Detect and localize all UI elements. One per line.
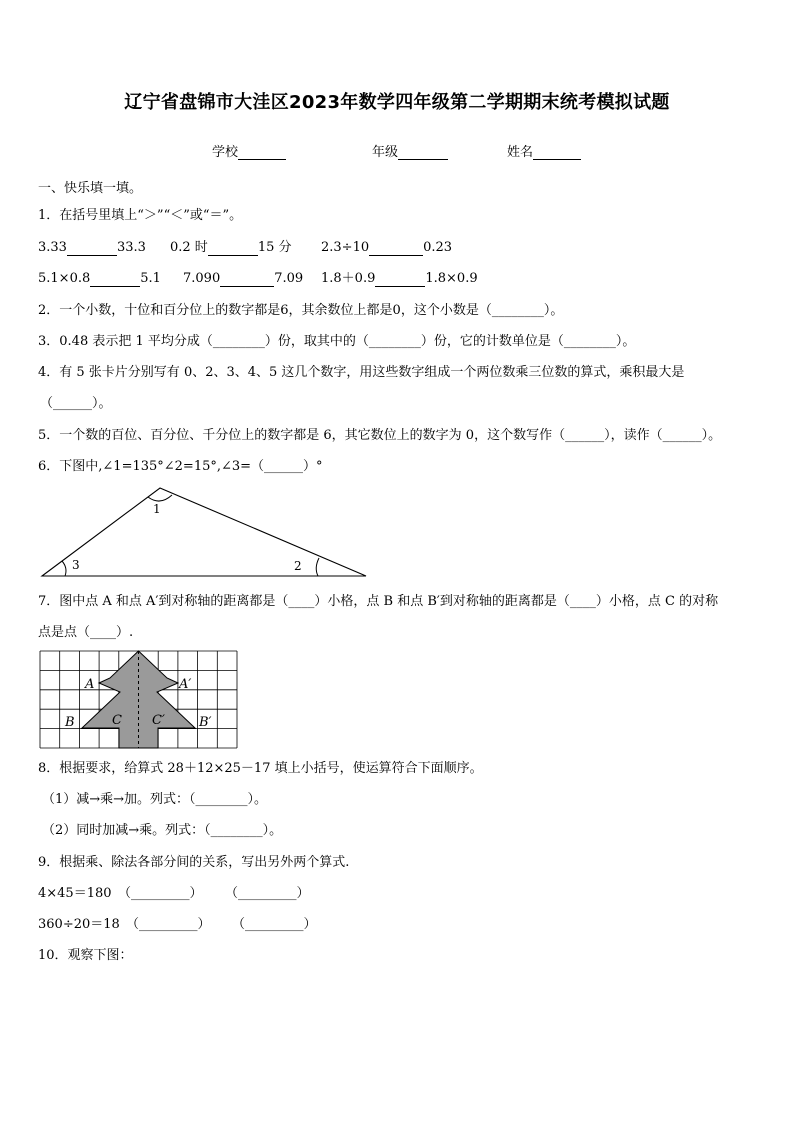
q9-blank-1[interactable]: （_________） (118, 886, 203, 901)
q1-r2-a (38, 271, 161, 287)
q1-r2-b (183, 271, 303, 287)
q1-blank[interactable] (220, 273, 274, 287)
question-8-part-1: （1）减→乘→加。列式：（________）。 (42, 792, 268, 807)
point-c-prime-label: C′ (152, 713, 165, 728)
point-a-prime-label: A′ (179, 677, 192, 692)
q1-blank[interactable] (67, 242, 117, 256)
q1-blank[interactable] (369, 242, 423, 256)
grade-field[interactable] (372, 141, 448, 160)
question-8-part-2: （2）同时加减→乘。列式：（________）。 (42, 823, 283, 838)
angle-1-label: 1 (153, 502, 161, 516)
point-b-label: B (65, 715, 75, 730)
triangle-figure (36, 482, 372, 582)
q1-r2-a-right: 5.1 (140, 271, 161, 286)
page-title: 辽宁省盘锦市大洼区2023年数学四年级第二学期期末统考模拟试题 (124, 92, 670, 113)
q1-r2-c (321, 271, 478, 287)
question-1: 1．在括号里填上“＞”“＜”或“＝”。 (38, 208, 243, 223)
q1-r1-c-right: 0.23 (423, 240, 453, 255)
q9-blank-4[interactable]: （_________） (232, 917, 317, 932)
grade-label: 年级 (372, 145, 399, 160)
q1-r1-a-right: 33.3 (116, 240, 146, 255)
q9-blank-2[interactable]: （_________） (225, 886, 310, 901)
point-b-prime-label: B′ (199, 715, 212, 730)
school-blank[interactable] (238, 145, 286, 160)
q1-blank[interactable] (375, 273, 425, 287)
angle-3-arc (62, 561, 66, 576)
school-field[interactable] (212, 141, 286, 160)
q1-r1-a (38, 240, 146, 256)
question-8: 8．根据要求，给算式 28＋12×25－17 填上小括号，使运算符合下面顺序。 (38, 761, 483, 776)
point-a-label: A (85, 677, 95, 692)
q9-equation-2: 360÷20＝18 (38, 917, 120, 932)
q1-blank[interactable] (90, 273, 140, 287)
q1-r2-c-left: 1.8＋0.9 (321, 271, 376, 286)
angle-1-arc (148, 495, 172, 501)
question-9: 9．根据乘、除法各部分间的关系，写出另外两个算式. (38, 855, 350, 870)
q1-r1-b-right: 15 分 (257, 240, 292, 255)
question-5: 5．一个数的百位、百分位、千分位上的数字都是 6，其它数位上的数字为 0，这个数写作（______），读作（______）。 (38, 428, 722, 443)
point-c-label: C (112, 713, 122, 728)
question-4-line-2: （______）。 (40, 396, 112, 411)
q1-r2-c-right: 1.8×0.9 (425, 271, 478, 286)
q1-r2-b-right: 7.09 (274, 271, 304, 286)
q1-r2-a-left: 5.1×0.8 (38, 271, 91, 286)
question-2: 2．一个小数，十位和百分位上的数字都是6，其余数位上都是0，这个小数是（________）。 (38, 303, 564, 318)
q1-r1-c-left: 2.3÷10 (321, 240, 370, 255)
q1-r1-c (321, 240, 452, 256)
school-label: 学校 (212, 145, 239, 160)
q1-r1-b-left: 0.2 时 (170, 240, 208, 255)
angle-2-label: 2 (294, 559, 302, 573)
q1-r1-a-left: 3.33 (38, 240, 67, 255)
grade-blank[interactable] (398, 145, 448, 160)
q1-r1-b (170, 240, 292, 256)
question-6: 6．下图中,∠1=135°∠2=15°,∠3=（______）° (38, 459, 323, 474)
question-7-line-2: 点是点（____）. (38, 625, 134, 640)
q1-r2-b-left: 7.090 (183, 271, 221, 286)
name-label: 姓名 (507, 145, 534, 160)
angle-2-arc (316, 558, 319, 576)
section-heading: 一、快乐填一填。 (38, 181, 143, 196)
name-field[interactable] (507, 141, 581, 160)
question-10: 10．观察下图： (38, 948, 133, 963)
q1-blank[interactable] (208, 242, 258, 256)
question-3: 3．0.48 表示把 1 平均分成（________）份，取其中的（________）份，它的计数单位是（________）。 (38, 334, 636, 349)
q9-blank-3[interactable]: （_________） (126, 917, 211, 932)
angle-3-label: 3 (72, 558, 80, 572)
q9-equation-1: 4×45＝180 (38, 886, 112, 901)
question-4-line-1: 4．有 5 张卡片分别写有 0、2、3、4、5 这几个数字，用这些数字组成一个两位数乘三位数的算式，乘积最大是 (38, 365, 685, 380)
symmetry-grid-figure (39, 650, 239, 750)
name-blank[interactable] (533, 145, 581, 160)
question-7-line-1: 7．图中点 A 和点 A′到对称轴的距离都是（____）小格，点 B 和点 B′到对称轴的距离都是（____）小格，点 C 的对称 (38, 594, 719, 609)
